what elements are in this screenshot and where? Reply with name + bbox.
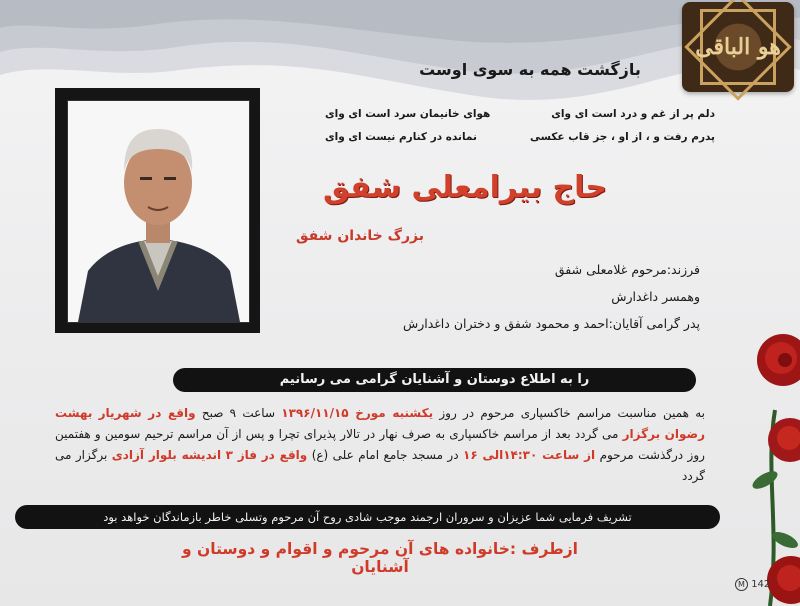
survivor-line: پدر گرامی آقایان:احمد و محمود شفق و دختران داغدارش (402, 316, 700, 331)
deceased-subtitle: بزرگ خاندان شفق (295, 228, 424, 244)
survivor-line: وهمسر داغدارش (611, 289, 700, 304)
announcement-text: می گردد بعد از مراسم خاکسپاری به صرف نهار در تالار پذیرای تچرا و پس از آن مراسم (177, 427, 619, 441)
survivor-line: فرزند:مرحوم غلامعلی شفق (554, 262, 700, 277)
notice-bar: را به اطلاع دوستان و آشنایان گرامی می رسانیم (173, 368, 696, 392)
ceremony-time: ساعت ۹ صبح (201, 406, 276, 420)
poem (325, 108, 715, 154)
memorial-location: واقع در فاز ۳ (225, 448, 308, 462)
poem-line: دلم پر از غم و درد است ای وای (551, 108, 715, 120)
emblem-text: هو الباقی (695, 34, 781, 60)
announcement-text: برگزار می گردد (55, 448, 705, 483)
closing-bar: تشریف فرمایی شما عزیزان و سروران ارجمند موجب شادی روح آن مرحوم وتسلی خاطر بازماندگان خواهد بود (15, 505, 720, 529)
ceremony-date: یکشنبه مورخ ۱۳۹۶/۱۱/۱۵ (281, 406, 434, 420)
print-code-number: 142 (751, 579, 771, 590)
poem-line: پدرم رفت و ، از او ، جز قاب عکسی (529, 131, 715, 143)
survivors-list (300, 262, 700, 343)
roses-decoration (745, 330, 800, 606)
print-code (735, 578, 770, 591)
cemetery-name: بهشت رضوان برگزار (55, 406, 705, 441)
heading: بازگشت همه به سوی اوست (419, 60, 641, 79)
ceremony-announcement (55, 403, 705, 487)
from-family: ازطرف :خانواده های آن مرحوم و اقوام و دوستان و آشنایان (182, 540, 578, 576)
portrait-frame (55, 88, 260, 333)
memorial-time: از ساعت ۱۴:۳۰الی ۱۶ (463, 448, 596, 462)
emblem-logo (682, 2, 794, 92)
m-badge-icon: M (735, 578, 748, 591)
poem-line: هوای خانیمان سرد است ای وای (325, 108, 491, 120)
memorial-venue: در مسجد جامع امام علی (ع) (311, 448, 459, 462)
portrait-photo (67, 100, 250, 323)
ceremony-location: واقع در شهریار (98, 406, 196, 420)
announcement-text: ترحیم سومین و هفتمین روز درگذشت مرحوم (55, 427, 705, 462)
poem-line: نمانده در کنارم نیست ای وای (325, 131, 477, 143)
memorial-address: اندیشه بلوار آزادی (111, 448, 222, 462)
announcement-text: به همین مناسبت مراسم خاکسپاری مرحوم در روز (439, 406, 705, 420)
portrait-illustration (68, 101, 249, 322)
deceased-name: حاج بیرامعلی شفق (322, 170, 608, 205)
